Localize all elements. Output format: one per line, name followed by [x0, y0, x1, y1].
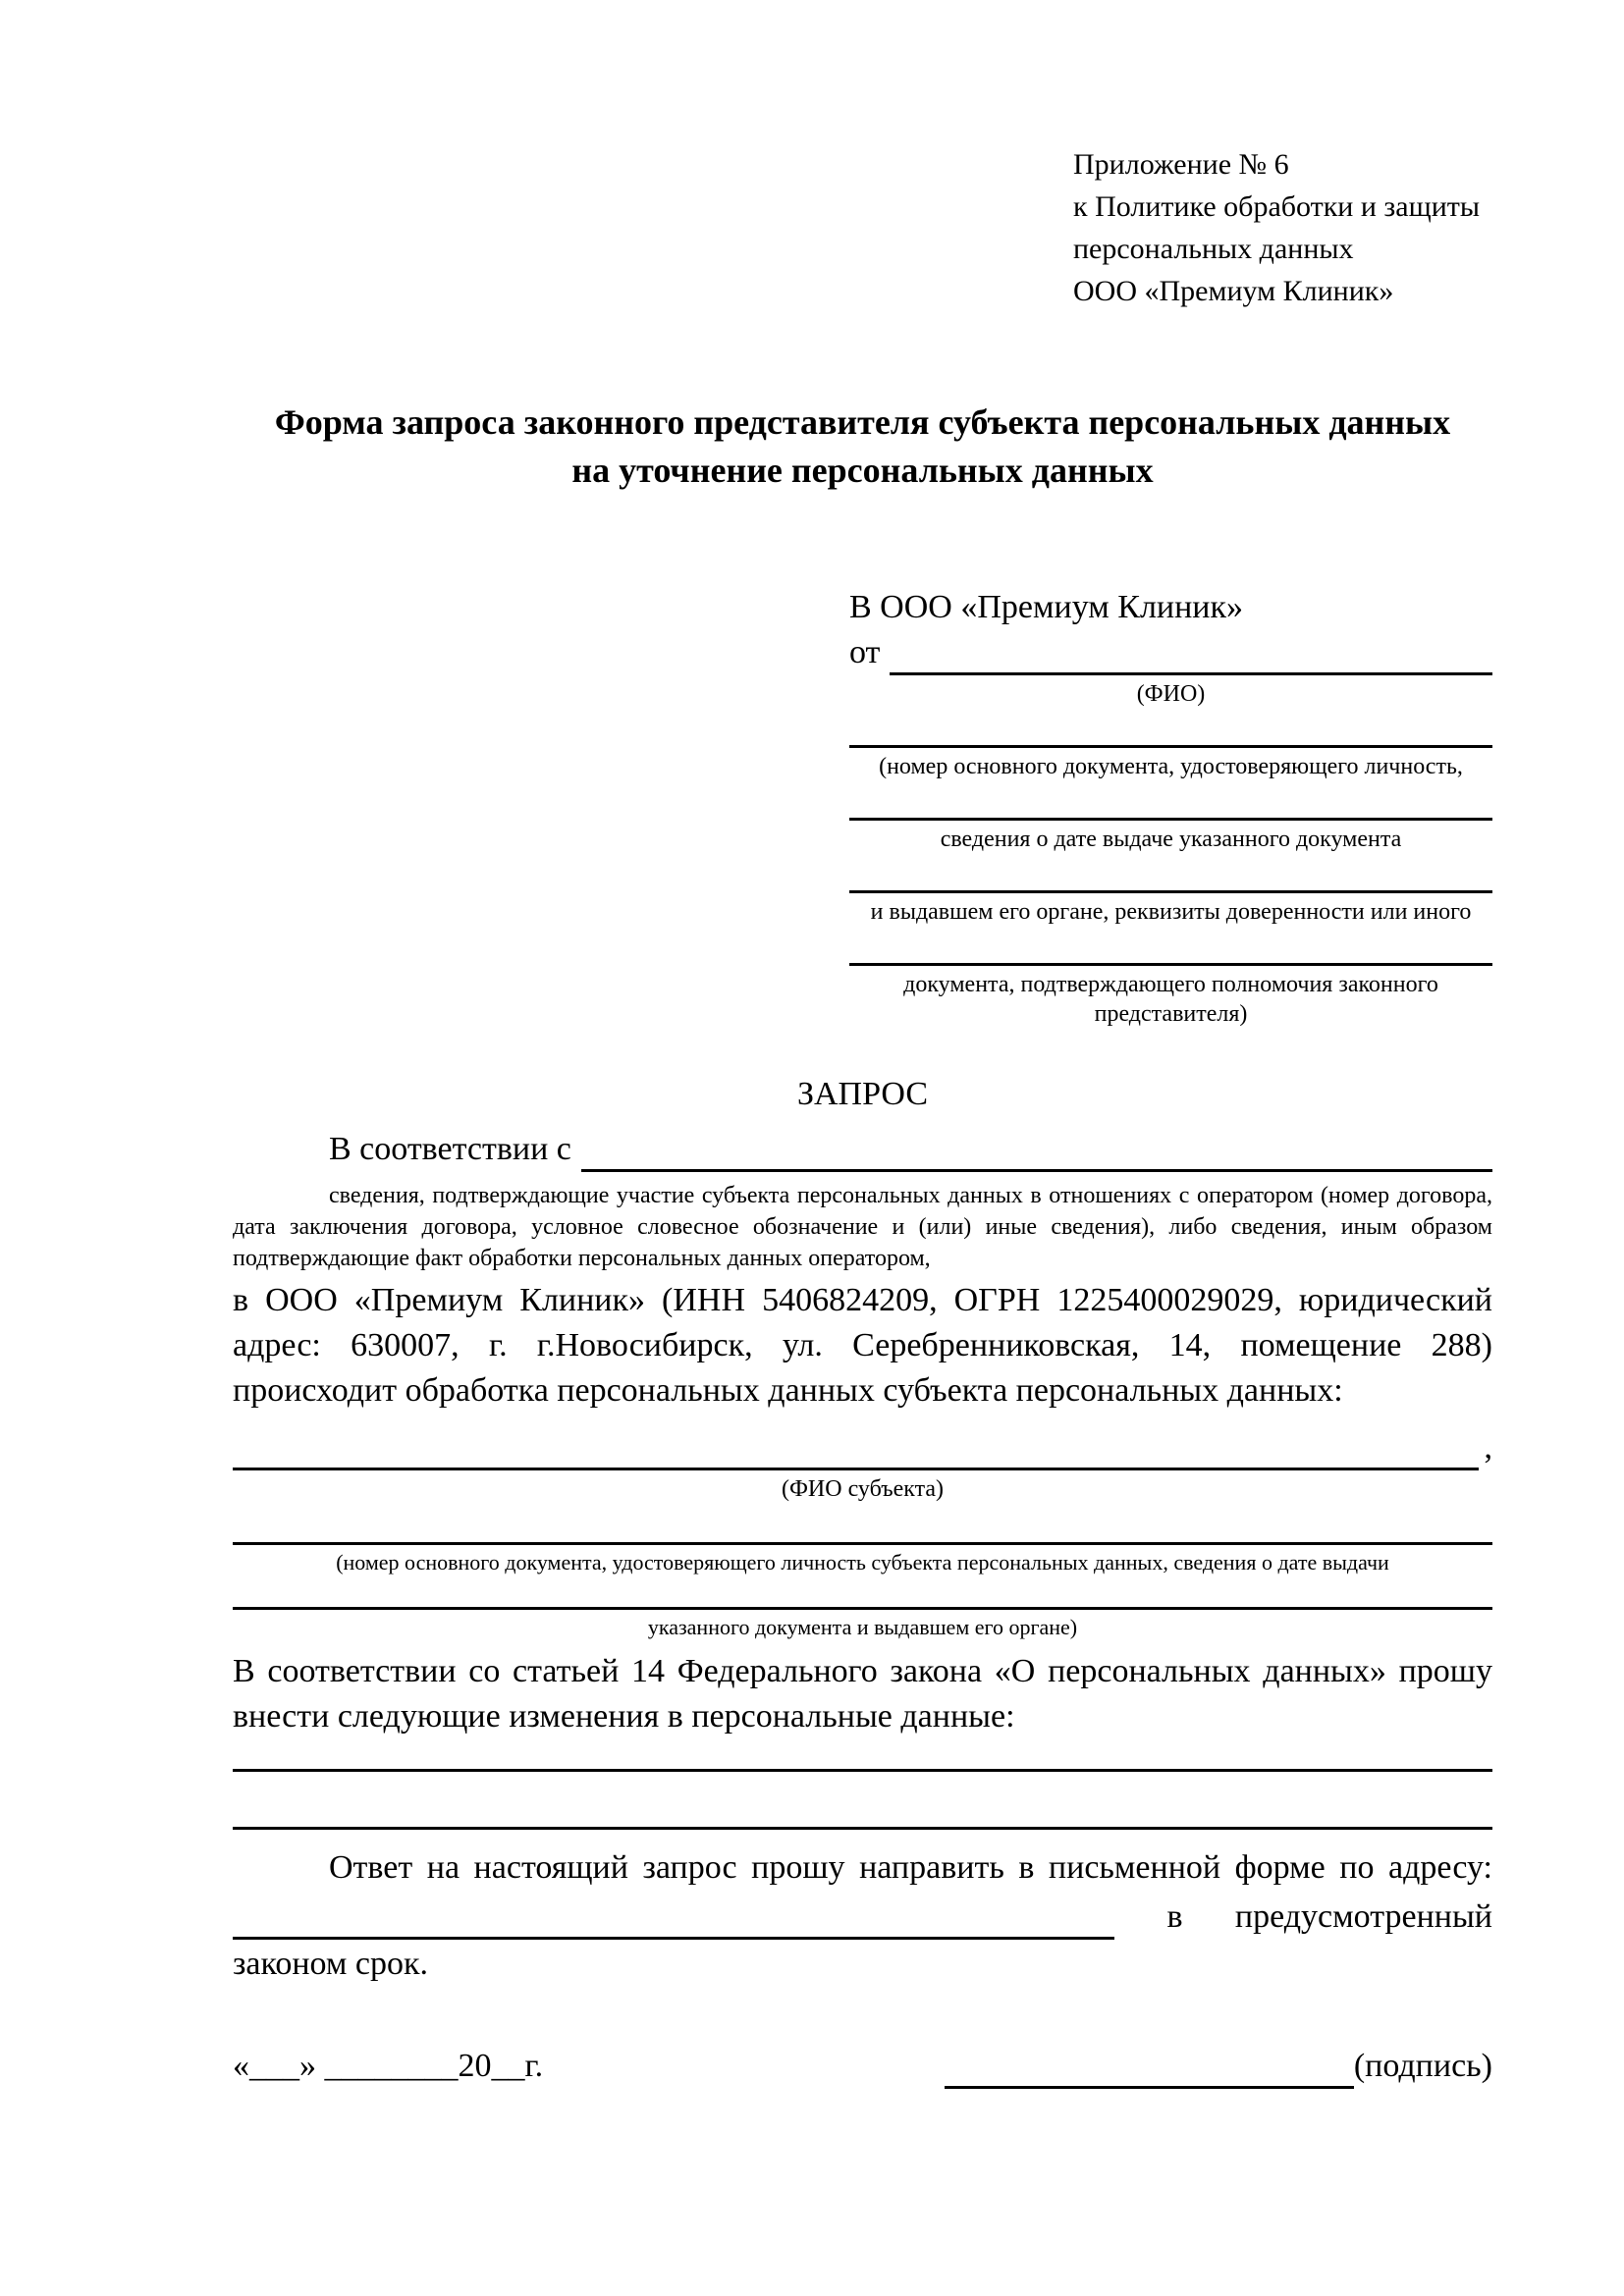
field-caption: документа, подтверждающего полномочия законного представителя) — [903, 972, 1438, 1027]
answer-request-line: Ответ на настоящий запрос прошу направить в письменной форме по адресу: — [329, 1849, 1492, 1886]
subject-name-field — [233, 1425, 1492, 1470]
basis-label: В соответствии с — [329, 1131, 571, 1167]
appendix-line: персональных данных — [1073, 233, 1354, 265]
from-label: от — [849, 634, 881, 670]
signature-group — [945, 2044, 1492, 2089]
field-caption: и выдавшем его органе, реквизиты доверенности или иного — [870, 899, 1472, 925]
basis-blank-line — [581, 1169, 1492, 1172]
changes-blank-line-1 — [233, 1769, 1492, 1772]
blank-line — [849, 940, 1492, 966]
address-blank-line — [233, 1937, 1114, 1940]
answer-end-line: законом срок. — [233, 1946, 428, 1982]
fio-caption: (ФИО) — [1136, 681, 1206, 707]
law-reference-paragraph: В соответствии со статьей 14 Федерального закона «О персональных данных» прошу внести следующие изменения в персональные данные: — [233, 1653, 1492, 1735]
subject-document-caption-1: (номер основного документа, удостоверяющего личность субъекта персональных данных, сведения о дате выдачи — [336, 1550, 1389, 1575]
basis-field — [233, 1127, 1492, 1172]
request-heading: ЗАПРОС — [796, 1076, 929, 1112]
appendix-line: Приложение № 6 — [1073, 148, 1289, 181]
signature-caption: (подпись) — [1353, 2048, 1492, 2084]
issuing-authority-field — [849, 868, 1492, 927]
field-caption: (номер основного документа, удостоверяющего личность, — [879, 754, 1463, 779]
authority-document-field — [849, 940, 1492, 1029]
document-issue-date-field — [849, 795, 1492, 854]
date-signature-row — [233, 2044, 1492, 2089]
basis-footnote: сведения, подтверждающие участие субъекта персональных данных в отношениях с оператором (номер договора, дата заключения договора, условное словесное обозначение и (или) иные сведения), либо сведения, иным образом подтверждающие факт обработки персональных данных оператором, — [233, 1183, 1492, 1271]
document-title — [233, 399, 1492, 495]
appendix-line: ООО «Премиум Клиник» — [1073, 275, 1394, 307]
blank-line — [849, 795, 1492, 821]
addressee-block — [849, 585, 1492, 1029]
date-blank: «___» ________20__г. — [233, 2048, 544, 2084]
changes-blank-line-2 — [233, 1827, 1492, 1830]
addressee-organization: В ООО «Премиум Клиник» — [849, 589, 1244, 625]
from-field — [849, 630, 1492, 675]
appendix-line: к Политике обработки и защиты — [1073, 190, 1481, 223]
subject-fio-caption: (ФИО субъекта) — [781, 1476, 945, 1502]
representative-name-blank-line — [890, 672, 1492, 675]
answer-word: предусмотренный — [1234, 1898, 1492, 1935]
signature-blank-line — [945, 2086, 1354, 2089]
field-caption: сведения о дате выдаче указанного документа — [940, 827, 1402, 852]
subject-name-blank-line — [233, 1468, 1479, 1470]
answer-address-line — [233, 1895, 1492, 1940]
subject-document-caption-2: указанного документа и выдавшем его органе) — [647, 1615, 1078, 1639]
document-title-line-2: на уточнение персональных данных — [571, 451, 1154, 490]
blank-line — [849, 722, 1492, 748]
subject-document-blank-line — [233, 1518, 1492, 1545]
blank-line — [849, 868, 1492, 893]
representative-document-field — [849, 722, 1492, 781]
appendix-header — [1073, 143, 1492, 312]
answer-word: в — [1166, 1898, 1183, 1935]
subject-document-blank-line-2 — [233, 1586, 1492, 1610]
operator-paragraph: в ООО «Премиум Клиник» (ИНН 5406824209, ОГРН 1225400029029, юридический адрес: 630007, г. г.Новосибирск, ул. Серебренниковская, 14, помещение 288) происходит обработка персональных данных субъекта персональных данных: — [233, 1282, 1492, 1409]
document-title-line-1: Форма запроса законного представителя субъекта персональных данных — [274, 402, 1451, 442]
subject-name-comma: , — [1484, 1429, 1492, 1466]
